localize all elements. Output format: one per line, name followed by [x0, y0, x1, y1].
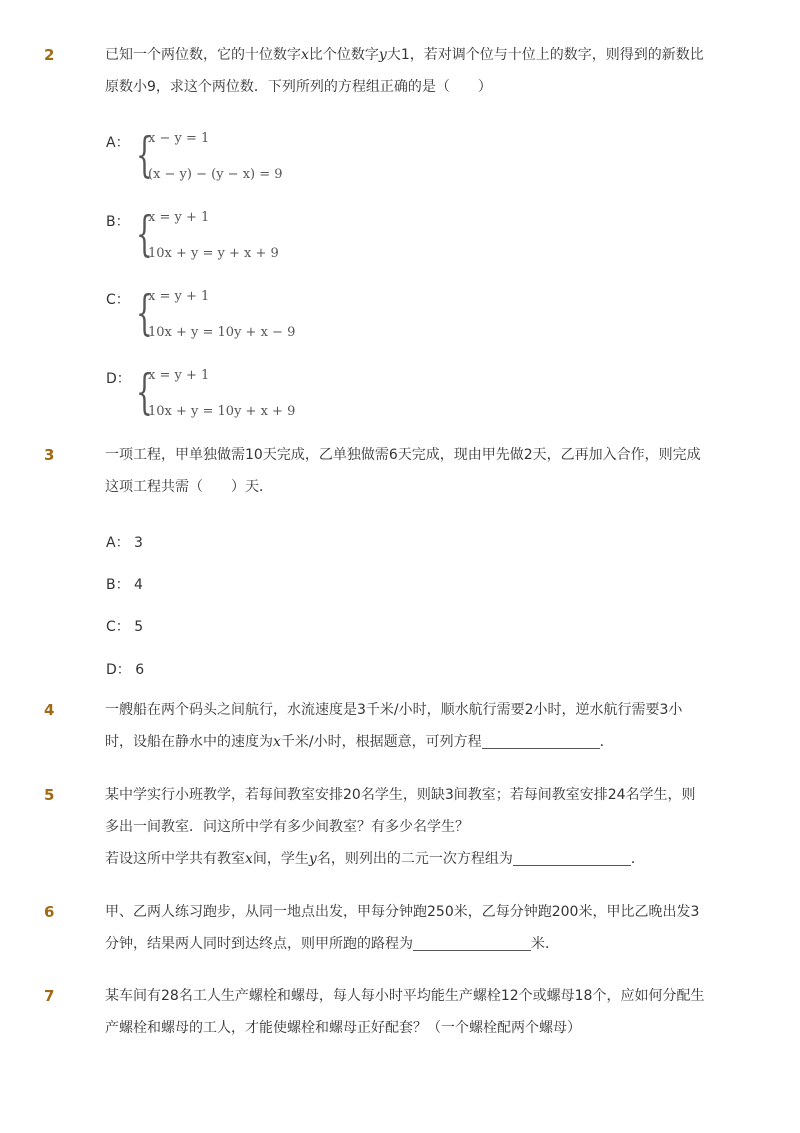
question-line — [105, 843, 725, 875]
brace-symbol: { — [136, 285, 153, 341]
text-segment: 时，设船在静水中的速度为 — [105, 734, 273, 750]
option-item: A： 3 — [106, 535, 143, 551]
text-segment: 间，学生 — [252, 851, 309, 867]
question-number: 3 — [44, 446, 55, 464]
question-text — [105, 439, 725, 503]
text-segment: 大1，若对调个位与十位上的数字，则得到的新数比 — [386, 47, 704, 63]
question-text — [105, 896, 725, 960]
equation: 10x + y = 10y + x + 9 — [148, 404, 296, 419]
brace-symbol: { — [136, 127, 153, 183]
text-segment: 名，则列出的二元一次方程组为 — [316, 851, 513, 867]
answer-blank[interactable] — [513, 849, 631, 866]
option-label: D： — [106, 371, 131, 387]
question-text — [105, 779, 725, 875]
option-label: C： — [106, 292, 130, 308]
option-item: B： 4 — [106, 577, 143, 593]
text-segment: 已知一个两位数，它的十位数字 — [105, 47, 301, 63]
text-segment: 分钟，结果两人同时到达终点，则甲所跑的路程为 — [105, 936, 413, 952]
question-line — [105, 928, 725, 960]
question-number: 6 — [44, 903, 55, 921]
option-item: C： 5 — [106, 619, 144, 635]
variable: y — [378, 47, 387, 63]
variable: x — [301, 47, 309, 63]
brace-symbol: { — [136, 364, 153, 420]
equation: x = y + 1 — [148, 368, 210, 383]
equation: x − y = 1 — [148, 131, 210, 146]
variable: x — [245, 851, 253, 867]
text-segment: ． — [599, 734, 614, 750]
answer-blank[interactable] — [482, 732, 600, 749]
question-line: 一艘船在两个码头之间航行，水流速度是3千米/小时，顺水航行需要2小时，逆水航行需要3小 — [105, 702, 683, 718]
question-line: 产螺栓和螺母的工人，才能使螺栓和螺母正好配套？（一个螺栓配两个螺母） — [105, 1020, 581, 1036]
question-text — [105, 694, 725, 758]
text-segment: ． — [630, 851, 645, 867]
option-label: B： — [106, 214, 130, 230]
text-segment: 若设这所中学共有教室 — [105, 851, 245, 867]
question-line — [105, 39, 725, 71]
variable: x — [273, 734, 281, 750]
equation: 10x + y = y + x + 9 — [148, 246, 279, 261]
variable: y — [308, 851, 317, 867]
question-line: 某中学实行小班教学，若每间教室安排20名学生，则缺3间教室；若每间教室安排24名学生，则 — [105, 787, 696, 803]
question-line — [105, 726, 725, 758]
question-line: 一项工程，甲单独做需10天完成，乙单独做需6天完成，现由甲先做2天，乙再加入合作，则完成 — [105, 447, 701, 463]
question-line: 多出一间教室．问这所中学有多少间教室？有多少名学生？ — [105, 819, 469, 835]
equation: (x − y) − (y − x) = 9 — [148, 167, 283, 182]
option-item: D： 6 — [106, 662, 145, 678]
text-segment: 米． — [531, 936, 559, 952]
question-number: 5 — [44, 786, 55, 804]
question-line: 某车间有28名工人生产螺栓和螺母，每人每小时平均能生产螺栓12个或螺母18个，应如何分配生 — [105, 988, 705, 1004]
question-line: 甲、乙两人练习跑步，从同一地点出发，甲每分钟跑250米，乙每分钟跑200米，甲比乙晚出发3 — [105, 904, 700, 920]
brace-symbol: { — [136, 206, 153, 262]
equation: x = y + 1 — [148, 210, 210, 225]
question-number: 4 — [44, 701, 55, 719]
option-label: A： — [106, 135, 130, 151]
question-line: 这项工程共需（ ）天． — [105, 479, 273, 495]
equation: x = y + 1 — [148, 289, 210, 304]
question-text — [105, 39, 725, 103]
question-number: 7 — [44, 987, 55, 1005]
equation: 10x + y = 10y + x − 9 — [148, 325, 296, 340]
text-segment: 千米/小时，根据题意，可列方程 — [280, 734, 482, 750]
answer-blank[interactable] — [413, 934, 531, 951]
question-text — [105, 980, 725, 1044]
question-number: 2 — [44, 46, 55, 64]
text-segment: 比个位数字 — [308, 47, 379, 63]
question-line: 原数小9，求这个两位数．下列所列的方程组正确的是（ ） — [105, 79, 492, 95]
